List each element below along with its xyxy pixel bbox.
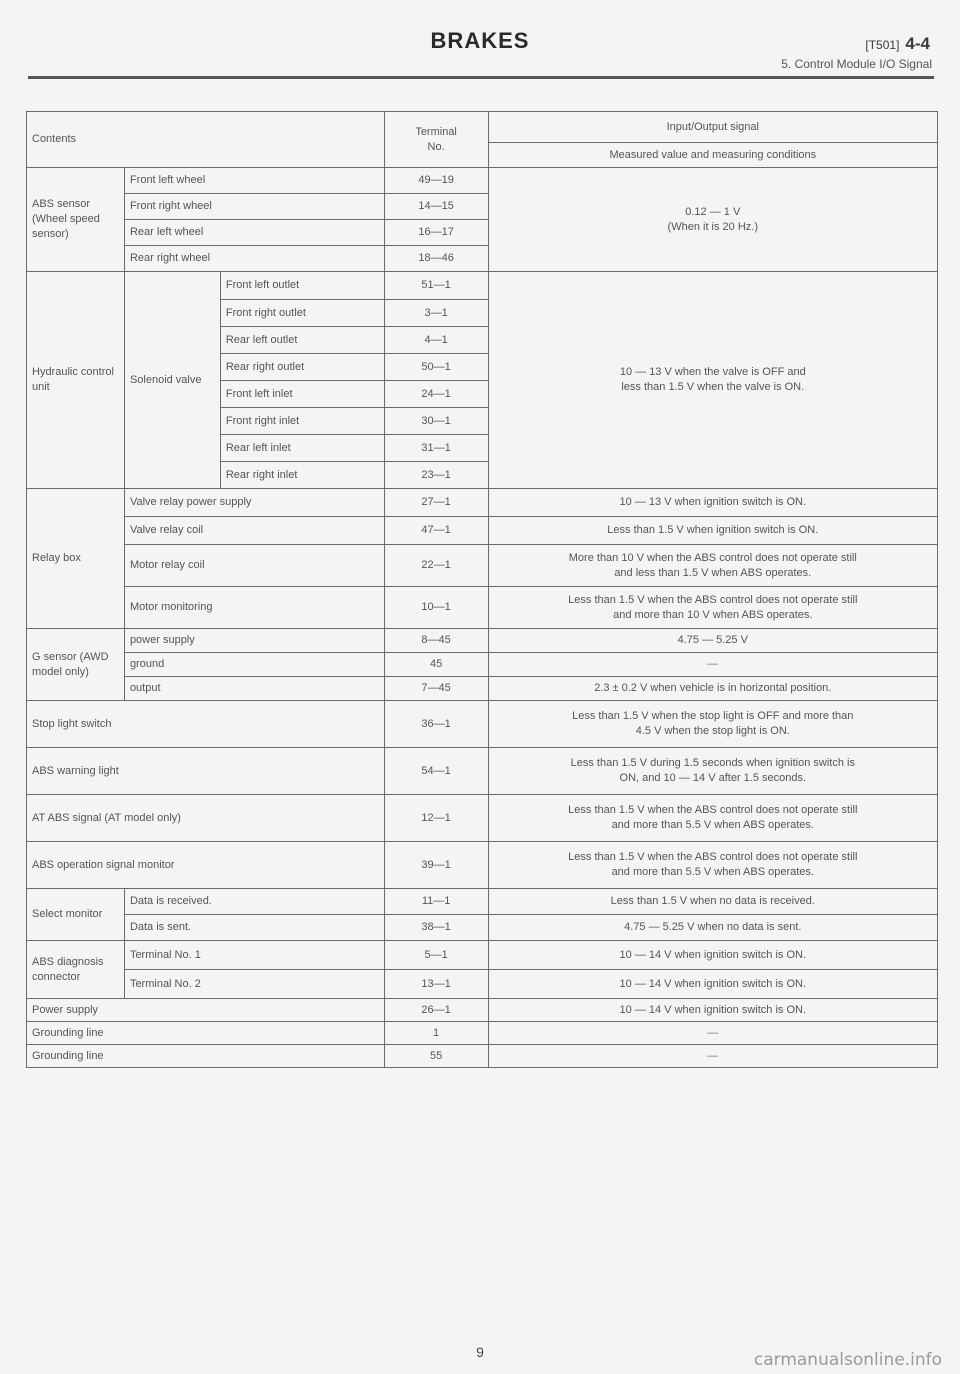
value-line1: Less than 1.5 V during 1.5 seconds when ignition switch is (570, 757, 855, 769)
page-title: BRAKES (430, 28, 530, 53)
table-cell-value: — (488, 1022, 937, 1045)
terminal-header-line1: Terminal (415, 125, 457, 138)
table-cell-item: Front right inlet (220, 408, 384, 435)
header-divider (28, 76, 934, 79)
table-row (27, 795, 938, 842)
table-cell-item: AT ABS signal (AT model only) (27, 795, 385, 842)
table-cell-item: ABS operation signal monitor (27, 842, 385, 889)
table-cell-value: — (488, 653, 937, 677)
table-row (27, 168, 938, 194)
value-line1: Less than 1.5 V when the ABS control does not operate still (568, 804, 858, 816)
value-line1: Less than 1.5 V when the ABS control does not operate still (568, 851, 858, 863)
page-number: 9 (476, 1344, 484, 1360)
table-row (27, 517, 938, 545)
table-cell-item: output (124, 677, 384, 701)
table-row (27, 970, 938, 999)
table-cell-item: Rear right inlet (220, 462, 384, 489)
table-cell-value (488, 545, 937, 587)
table-cell-item: Rear right outlet (220, 354, 384, 381)
table-row (27, 889, 938, 915)
table-cell-value (488, 748, 937, 795)
table-cell-terminal: 38—1 (384, 915, 488, 941)
table-cell-item: Front left wheel (124, 168, 384, 194)
table-cell-value (488, 842, 937, 889)
contents-header: Contents (27, 112, 385, 168)
table-cell-terminal: 45 (384, 653, 488, 677)
table-cell-terminal: 24—1 (384, 381, 488, 408)
table-cell-terminal: 18—46 (384, 246, 488, 272)
table-cell-item: Rear left inlet (220, 435, 384, 462)
table-cell-value: 4.75 — 5.25 V when no data is sent. (488, 915, 937, 941)
table-cell-terminal: 49—19 (384, 168, 488, 194)
section-code (865, 34, 930, 54)
table-row (27, 489, 938, 517)
table-cell-terminal: 30—1 (384, 408, 488, 435)
table-cell-terminal: 54—1 (384, 748, 488, 795)
table-cell-terminal: 13—1 (384, 970, 488, 999)
table-cell-terminal: 26—1 (384, 999, 488, 1022)
table-cell-item: Front right outlet (220, 300, 384, 327)
table-cell-item: Terminal No. 1 (124, 941, 384, 970)
io-signal-header: Input/Output signal (488, 112, 937, 143)
table-cell-value: 2.3 ± 0.2 V when vehicle is in horizontal position. (488, 677, 937, 701)
table-row (27, 842, 938, 889)
table-cell-terminal: 12—1 (384, 795, 488, 842)
select-monitor-group: Select monitor (27, 889, 125, 941)
table-cell-item: ABS warning light (27, 748, 385, 795)
table-header-row (27, 112, 938, 143)
table-cell-item: Grounding line (27, 1022, 385, 1045)
table-cell-value (488, 701, 937, 748)
table-cell-item: Rear left wheel (124, 220, 384, 246)
table-row (27, 915, 938, 941)
table-cell-terminal: 7—45 (384, 677, 488, 701)
hydraulic-value-line1: 10 — 13 V when the valve is OFF and (619, 366, 806, 378)
table-cell-value: Less than 1.5 V when no data is received. (488, 889, 937, 915)
terminal-header-line2: No. (427, 140, 445, 153)
hydraulic-value (488, 272, 937, 489)
table-cell-terminal: 51—1 (384, 272, 488, 300)
table-cell-item: ground (124, 653, 384, 677)
table-cell-value (488, 795, 937, 842)
table-cell-terminal: 16—17 (384, 220, 488, 246)
table-row (27, 701, 938, 748)
table-cell-item: Data is sent. (124, 915, 384, 941)
table-cell-item: power supply (124, 629, 384, 653)
table-cell-item: Front right wheel (124, 194, 384, 220)
table-cell-item: Data is received. (124, 889, 384, 915)
table-cell-item: Power supply (27, 999, 385, 1022)
table-row (27, 653, 938, 677)
table-cell-terminal: 5—1 (384, 941, 488, 970)
table-row (27, 629, 938, 653)
table-cell-terminal: 1 (384, 1022, 488, 1045)
watermark: carmanualsonline.info (753, 1350, 942, 1370)
table-cell-item: Stop light switch (27, 701, 385, 748)
table-row (27, 748, 938, 795)
table-cell-item: Terminal No. 2 (124, 970, 384, 999)
abs-sensor-value (488, 168, 937, 272)
table-cell-item: Front left outlet (220, 272, 384, 300)
table-cell-terminal: 8—45 (384, 629, 488, 653)
table-cell-terminal: 36—1 (384, 701, 488, 748)
table-cell-value: — (488, 1045, 937, 1068)
value-line1: More than 10 V when the ABS control does not operate still (568, 551, 857, 564)
table-cell-terminal: 10—1 (384, 587, 488, 629)
hydraulic-group: Hydraulic control unit (27, 272, 125, 489)
hydraulic-value-line2: less than 1.5 V when the valve is ON. (621, 381, 805, 393)
value-line2: and more than 10 V when ABS operates. (613, 608, 813, 621)
abs-sensor-value-line2: (When it is 20 Hz.) (667, 220, 759, 233)
table-cell-terminal: 50—1 (384, 354, 488, 381)
relay-box-group: Relay box (27, 489, 125, 629)
table-cell-terminal: 23—1 (384, 462, 488, 489)
table-cell-value: 10 — 14 V when ignition switch is ON. (488, 941, 937, 970)
table-row (27, 1045, 938, 1068)
solenoid-valve-group: Solenoid valve (124, 272, 220, 489)
table-row (27, 587, 938, 629)
table-cell-item: Front left inlet (220, 381, 384, 408)
table-cell-value: 10 — 14 V when ignition switch is ON. (488, 970, 937, 999)
value-line2: and more than 5.5 V when ABS operates. (611, 866, 814, 878)
table-cell-terminal: 11—1 (384, 889, 488, 915)
table-cell-terminal: 3—1 (384, 300, 488, 327)
table-cell-item: Rear right wheel (124, 246, 384, 272)
table-cell-terminal: 47—1 (384, 517, 488, 545)
terminal-header (384, 112, 488, 168)
table-row (27, 272, 938, 300)
table-row (27, 545, 938, 587)
table-cell-item: Grounding line (27, 1045, 385, 1068)
table-cell-value: 10 — 13 V when ignition switch is ON. (488, 489, 937, 517)
value-line2: and more than 5.5 V when ABS operates. (611, 819, 814, 831)
table-row (27, 999, 938, 1022)
table-cell-value: 4.75 — 5.25 V (488, 629, 937, 653)
io-signal-table (26, 111, 938, 1068)
section-subtitle: 5. Control Module I/O Signal (781, 57, 932, 71)
table-cell-item: Motor relay coil (124, 545, 384, 587)
table-cell-item: Motor monitoring (124, 587, 384, 629)
table-row (27, 677, 938, 701)
value-line2: 4.5 V when the stop light is ON. (635, 725, 790, 737)
table-cell-item: Valve relay power supply (124, 489, 384, 517)
table-cell-terminal: 31—1 (384, 435, 488, 462)
table-cell-value: 10 — 14 V when ignition switch is ON. (488, 999, 937, 1022)
page-reference: 4-4 (905, 34, 930, 53)
abs-sensor-group: ABS sensor (Wheel speed sensor) (27, 168, 125, 272)
table-row (27, 941, 938, 970)
table-cell-terminal: 14—15 (384, 194, 488, 220)
table-cell-terminal: 55 (384, 1045, 488, 1068)
table-cell-terminal: 4—1 (384, 327, 488, 354)
diagnosis-connector-group: ABS diagnosis connector (27, 941, 125, 999)
value-line2: ON, and 10 — 14 V after 1.5 seconds. (619, 772, 807, 784)
measured-header: Measured value and measuring conditions (488, 143, 937, 168)
table-cell-item: Valve relay coil (124, 517, 384, 545)
table-cell-value (488, 587, 937, 629)
table-cell-terminal: 22—1 (384, 545, 488, 587)
value-line1: Less than 1.5 V when the stop light is OFF and more than (572, 710, 854, 722)
table-cell-item: Rear left outlet (220, 327, 384, 354)
table-cell-terminal: 39—1 (384, 842, 488, 889)
abs-sensor-value-line1: 0.12 — 1 V (685, 205, 741, 218)
section-code-label: [T501] (865, 38, 900, 52)
table-cell-value: Less than 1.5 V when ignition switch is ON. (488, 517, 937, 545)
table-cell-terminal: 27—1 (384, 489, 488, 517)
g-sensor-group: G sensor (AWD model only) (27, 629, 125, 701)
value-line2: and less than 1.5 V when ABS operates. (614, 566, 812, 579)
table-row (27, 1022, 938, 1045)
value-line1: Less than 1.5 V when the ABS control does not operate still (568, 593, 858, 606)
